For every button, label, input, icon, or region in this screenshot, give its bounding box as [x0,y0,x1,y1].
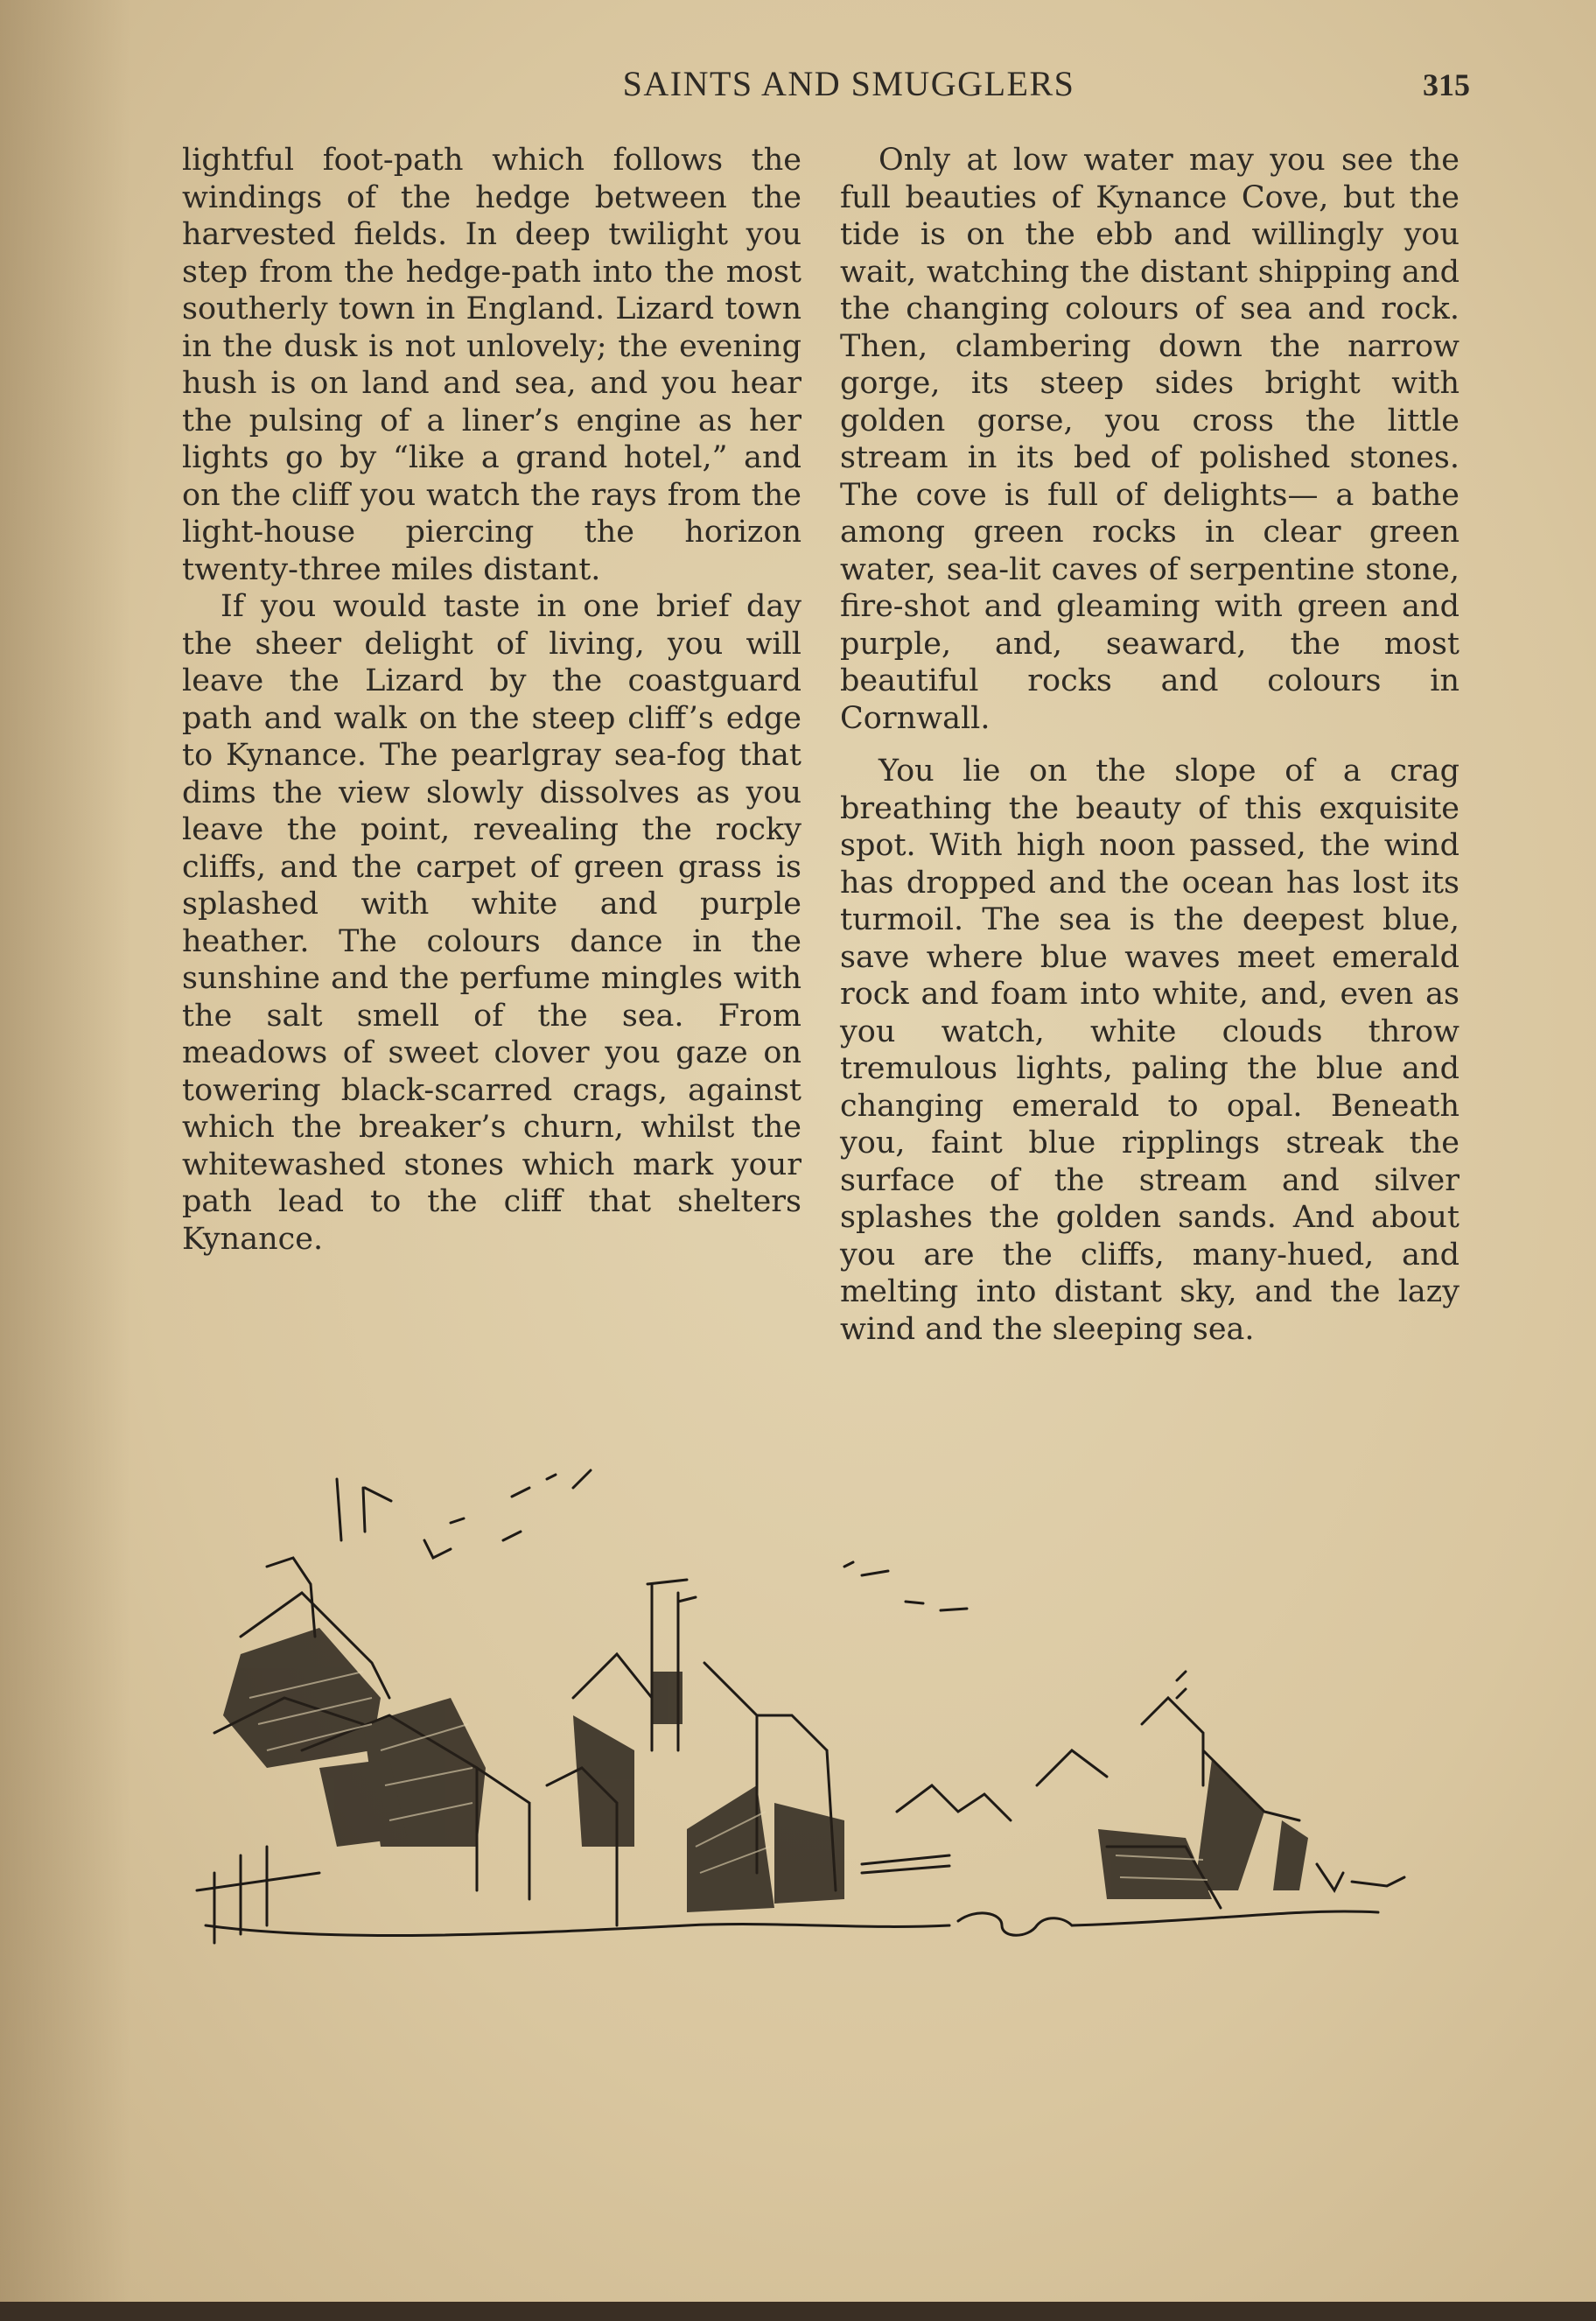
page-number: 315 [1423,67,1470,102]
right-paragraph-1: Only at low water may you see the full beauties of Kynance Cove, but the tide is on the ebb and willingly you wait, watching the distant shipping and the changing colours of sea and rock. Then, clambering down the narrow gorge, its steep sides bright with golden gorse, you cross the little stream in its bed of polished stones. The cove is full of delights— a bathe among green rocks in clear green water, sea-lit caves of serpentine stone, fire-shot and gleaming with green and purple, and, seaward, the most beautiful rocks and colours in Cornwall. [840,143,1460,736]
page-header [175,63,1470,116]
right-column [840,142,1460,1364]
left-paragraph-1: lightful foot-path which follows the windings of the hedge between the harvested fields. In deep twilight you step from the hedge-path into the most southerly town in England. Lizard town in the dusk is not unlovely; the evening hush is on land and sea, and you hear the pulsing of a liner’s engine as her lights go by “like a grand hotel,” and on the cliff you watch the rays from the light-house piercing the horizon twenty-three miles distant. [182,143,802,587]
pen-sketch-drawing [162,1435,1448,2048]
binding-shadow [0,0,131,2321]
left-paragraph-2: If you would taste in one brief day the sheer delight of living, you will leave the Lizard by the coastguard path and walk on the steep cliff’s edge to Kynance. The pearlgray sea-fog that dims the view slowly dissolves as you leave the point, revealing the rocky cliffs, and the carpet of green grass is splashed with white and purple heather. The colours dance in the sunshine and the perfume mingles with the salt smell of the sea. From meadows of sweet clover you gaze on towering black-scarred crags, against which the breaker’s churn, whilst the whitewashed stones which mark your path lead to the cliff that shelters Kynance. [182,589,802,1257]
village-rooftops-sketch [162,1435,1448,2048]
right-paragraph-2: You lie on the slope of a crag breathing the beauty of this exquisite spot. With high noon passed, the wind has dropped and the ocean has lost its turmoil. The sea is the deepest blue, save where blue waves meet emerald rock and foam into white, and, even as you watch, white clouds throw tremulous lights, paling the blue and changing emerald to opal. Beneath you, faint blue ripplings streak the surface of the stream and silver splashes the golden sands. And about you are the cliffs, many-hued, and melting into distant sky, and the lazy wind and the sleeping sea. [840,754,1460,1347]
page-bottom-edge [0,2302,1596,2321]
running-title: SAINTS AND SMUGGLERS [622,64,1075,103]
left-column [182,142,802,1258]
